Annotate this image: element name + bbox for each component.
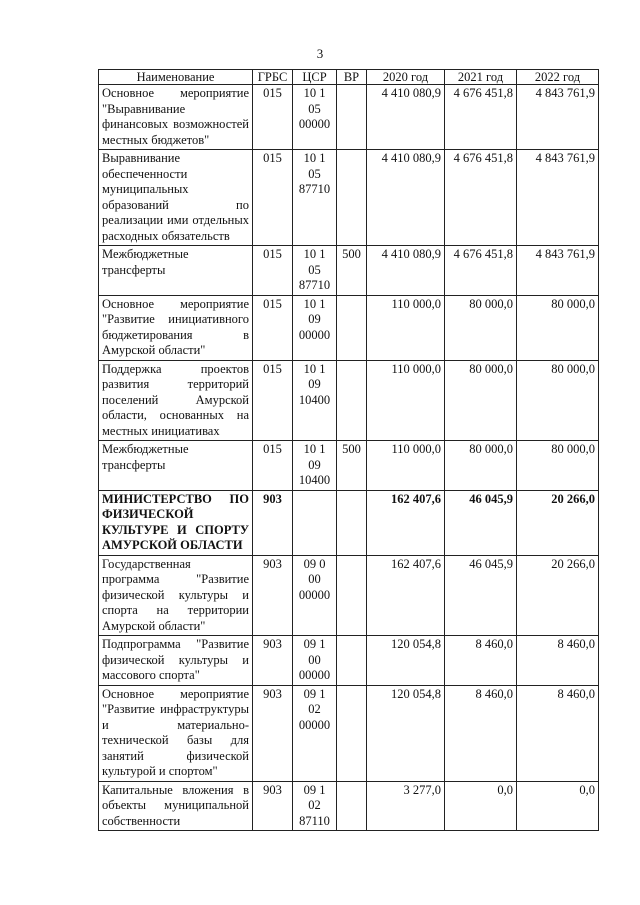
cell-vr	[337, 85, 367, 150]
cell-2022: 80 000,0	[517, 441, 599, 491]
csr-code-part: 09	[308, 312, 321, 326]
cell-2021: 46 045,9	[445, 555, 517, 636]
cell-csr	[293, 636, 337, 686]
cell-name: Государственная программа "Развитие физической культуры и спорта на территории Амурской области"	[99, 555, 253, 636]
csr-code-part: 02	[308, 702, 321, 716]
cell-2021: 4 676 451,8	[445, 150, 517, 246]
cell-name: МИНИСТЕРСТВО ПО ФИЗИЧЕСКОЙ КУЛЬТУРЕ И СПОРТУ АМУРСКОЙ ОБЛАСТИ	[99, 490, 253, 555]
csr-code-part: 87710	[298, 182, 331, 196]
csr-code-part: 09	[308, 457, 321, 472]
csr-code-part: 00000	[298, 327, 331, 342]
table-row	[99, 685, 599, 781]
cell-grbs: 015	[253, 150, 293, 246]
cell-grbs: 015	[253, 295, 293, 360]
csr-code-part: 09 1	[303, 782, 326, 797]
cell-2020: 120 054,8	[367, 685, 445, 781]
cell-vr	[337, 360, 367, 441]
table-row	[99, 490, 599, 555]
cell-2020: 110 000,0	[367, 441, 445, 491]
cell-name: Основное мероприятие "Развитие инициативного бюджетирования в Амурской области"	[99, 295, 253, 360]
cell-2022: 4 843 761,9	[517, 150, 599, 246]
csr-code-part: 10400	[298, 392, 331, 407]
cell-name: Межбюджетные трансферты	[99, 246, 253, 296]
csr-code-part: 10 1	[303, 442, 326, 456]
cell-2020: 120 054,8	[367, 636, 445, 686]
cell-name: Основное мероприятие "Развитие инфраструктуры и материально-технической базы для занятий физической культурой и спортом"	[99, 685, 253, 781]
header-2021: 2021 год	[445, 70, 517, 85]
cell-csr	[293, 360, 337, 441]
cell-vr	[337, 636, 367, 686]
csr-code-part: 00	[308, 572, 321, 586]
csr-code-part: 00	[308, 652, 321, 667]
cell-csr	[293, 781, 337, 831]
cell-vr: 500	[337, 441, 367, 491]
cell-vr	[337, 781, 367, 831]
cell-vr	[337, 490, 367, 555]
cell-name: Основное мероприятие "Выравнивание финансовых возможностей местных бюджетов"	[99, 85, 253, 150]
cell-2021: 4 676 451,8	[445, 246, 517, 296]
cell-2020: 110 000,0	[367, 295, 445, 360]
csr-code-part: 05	[308, 166, 321, 181]
header-grbs: ГРБС	[253, 70, 293, 85]
csr-code-part: 10 1	[303, 86, 326, 100]
cell-2021: 46 045,9	[445, 490, 517, 555]
header-csr: ЦСР	[293, 70, 337, 85]
cell-2022: 4 843 761,9	[517, 85, 599, 150]
cell-grbs: 903	[253, 781, 293, 831]
csr-code-part: 00000	[298, 668, 331, 682]
csr-code-part: 10 1	[303, 361, 326, 376]
cell-vr: 500	[337, 246, 367, 296]
cell-grbs: 903	[253, 490, 293, 555]
csr-code-part: 87110	[299, 813, 330, 828]
budget-table	[98, 69, 599, 831]
cell-name: Межбюджетные трансферты	[99, 441, 253, 491]
cell-csr	[293, 555, 337, 636]
cell-grbs: 015	[253, 360, 293, 441]
csr-code-part: 05	[308, 262, 321, 277]
header-2022: 2022 год	[517, 70, 599, 85]
cell-2020: 162 407,6	[367, 490, 445, 555]
cell-2021: 80 000,0	[445, 360, 517, 441]
cell-2021: 0,0	[445, 781, 517, 831]
table-row	[99, 781, 599, 831]
table-row	[99, 441, 599, 491]
csr-code-part: 05	[308, 101, 321, 116]
csr-code-part: 00000	[298, 587, 331, 602]
csr-code-part: 87710	[298, 278, 331, 292]
cell-vr	[337, 150, 367, 246]
cell-csr	[293, 150, 337, 246]
cell-2022: 20 266,0	[517, 555, 599, 636]
cell-2021: 8 460,0	[445, 636, 517, 686]
table-row	[99, 295, 599, 360]
cell-csr	[293, 295, 337, 360]
cell-name: Поддержка проектов развития территорий поселений Амурской области, основанных на местных инициативах	[99, 360, 253, 441]
cell-2021: 80 000,0	[445, 295, 517, 360]
table-row	[99, 246, 599, 296]
cell-csr	[293, 85, 337, 150]
cell-2022: 20 266,0	[517, 490, 599, 555]
cell-csr	[293, 246, 337, 296]
cell-vr	[337, 555, 367, 636]
cell-2021: 8 460,0	[445, 685, 517, 781]
table-body	[99, 85, 599, 831]
header-2020: 2020 год	[367, 70, 445, 85]
cell-2021: 80 000,0	[445, 441, 517, 491]
csr-code-part: 10400	[298, 473, 331, 487]
table-row	[99, 85, 599, 150]
page-number: 3	[316, 46, 324, 61]
cell-2020: 4 410 080,9	[367, 150, 445, 246]
cell-name: Капитальные вложения в объекты муниципальной собственности	[99, 781, 253, 831]
cell-2022: 8 460,0	[517, 685, 599, 781]
cell-vr	[337, 295, 367, 360]
cell-grbs: 015	[253, 85, 293, 150]
csr-code-part: 00000	[298, 717, 331, 732]
cell-csr	[293, 685, 337, 781]
cell-grbs: 015	[253, 246, 293, 296]
csr-code-part: 09 1	[303, 637, 326, 651]
table-row	[99, 150, 599, 246]
cell-2022: 80 000,0	[517, 295, 599, 360]
csr-code-part: 00000	[298, 117, 331, 131]
cell-name: Подпрограмма "Развитие физической культуры и массового спорта"	[99, 636, 253, 686]
table-row	[99, 636, 599, 686]
cell-grbs: 903	[253, 555, 293, 636]
table-header-row	[99, 70, 599, 85]
cell-2021: 4 676 451,8	[445, 85, 517, 150]
csr-code-part: 10 1	[303, 151, 326, 165]
csr-code-part: 09	[308, 377, 321, 391]
cell-2022: 80 000,0	[517, 360, 599, 441]
csr-code-part: 10 1	[303, 296, 326, 311]
cell-grbs: 015	[253, 441, 293, 491]
cell-vr	[337, 685, 367, 781]
cell-2022: 8 460,0	[517, 636, 599, 686]
cell-grbs: 903	[253, 685, 293, 781]
cell-csr	[293, 490, 337, 555]
header-name: Наименование	[99, 70, 253, 85]
header-vr: ВР	[337, 70, 367, 85]
table-row	[99, 360, 599, 441]
cell-2020: 3 277,0	[367, 781, 445, 831]
csr-code-part: 02	[308, 798, 321, 812]
csr-code-part: 10 1	[303, 247, 326, 261]
cell-2022: 4 843 761,9	[517, 246, 599, 296]
cell-grbs: 903	[253, 636, 293, 686]
cell-2022: 0,0	[517, 781, 599, 831]
cell-csr	[293, 441, 337, 491]
csr-code-part: 09 1	[303, 686, 326, 701]
cell-name: Выравнивание обеспеченности муниципальных образований по реализации ими отдельных расходных обязательств	[99, 150, 253, 246]
cell-2020: 162 407,6	[367, 555, 445, 636]
csr-code-part: 09 0	[303, 556, 326, 571]
cell-2020: 4 410 080,9	[367, 246, 445, 296]
cell-2020: 4 410 080,9	[367, 85, 445, 150]
cell-2020: 110 000,0	[367, 360, 445, 441]
table-row	[99, 555, 599, 636]
